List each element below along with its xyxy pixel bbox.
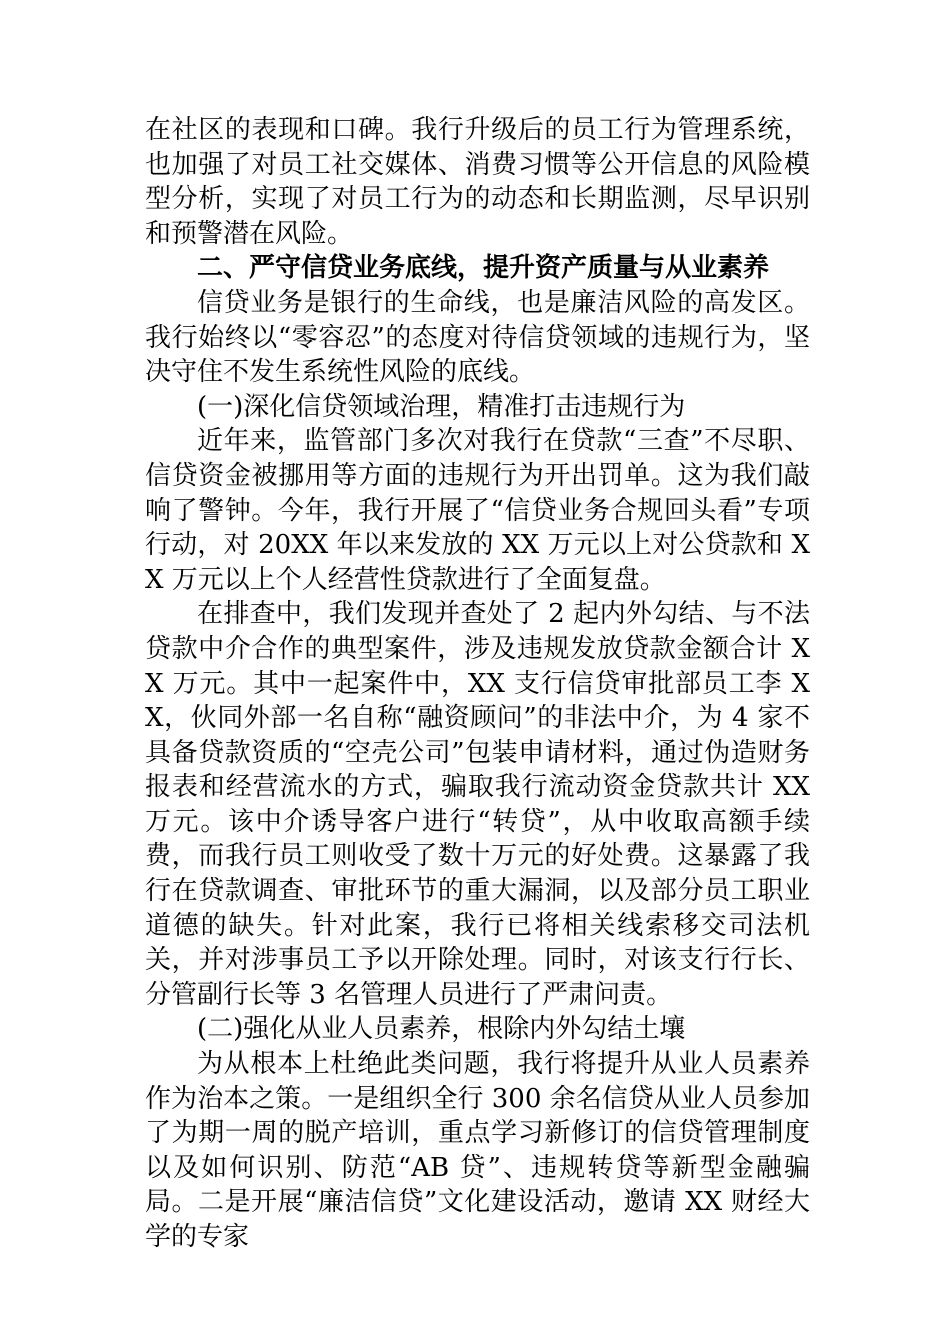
sub-heading: (一)深化信贷领域治理，精准打击违规行为 — [197, 391, 686, 422]
paragraph: 信贷业务是银行的生命线，也是廉洁风险的高发区。我行始终以“零容忍”的态度对待信贷领域的违规行为，坚决守住不发生系统性风险的底线。 — [145, 287, 810, 388]
sub-heading: (二)强化从业人员素养，根除内外勾结土壤 — [197, 1014, 686, 1045]
section-heading: 二、严守信贷业务底线，提升资产质量与从业素养 — [197, 253, 770, 284]
document-page — [145, 113, 810, 1255]
paragraph: 为从根本上杜绝此类问题，我行将提升从业人员素养作为治本之策。一是组织全行 300 余名信贷从业人员参加了为期一周的脱产培训，重点学习新修订的信贷管理制度以及如何识别、防范“AB 贷”、违规转贷等新型金融骗局。二是开展“廉洁信贷”文化建设活动，邀请 XX 财经大学的专家 — [145, 1049, 810, 1252]
paragraph: 近年来，监管部门多次对我行在贷款“三查”不尽职、信贷资金被挪用等方面的违规行为开出罚单。这为我们敲响了警钟。今年，我行开展了“信贷业务合规回头看”专项行动，对 20XX 年以来发放的 XX 万元以上对公贷款和 XX 万元以上个人经营性贷款进行了全面复盘。 — [145, 426, 810, 595]
paragraph-continued: 在社区的表现和口碑。我行升级后的员工行为管理系统，也加强了对员工社交媒体、消费习惯等公开信息的风险模型分析，实现了对员工行为的动态和长期监测，尽早识别和预警潜在风险。 — [145, 115, 810, 249]
paragraph: 在排查中，我们发现并查处了 2 起内外勾结、与不法贷款中介合作的典型案件，涉及违规发放贷款金额合计 XX 万元。其中一起案件中，XX 支行信贷审批部员工李 XX，伙同外部一名自称“融资顾问”的非法中介，为 4 家不具备贷款资质的“空壳公司”包装申请材料，通过伪造财务报表和经营流水的方式，骗取我行流动资金贷款共计 XX 万元。该中介诱导客户进行“转贷”，从中收取高额手续费，而我行员工则收受了数十万元的好处费。这暴露了我行在贷款调查、审批环节的重大漏洞，以及部分员工职业道德的缺失。针对此案，我行已将相关线索移交司法机关，并对涉事员工予以开除处理。同时，对该支行行长、分管副行长等 3 名管理人员进行了严肃问责。 — [145, 599, 810, 1010]
